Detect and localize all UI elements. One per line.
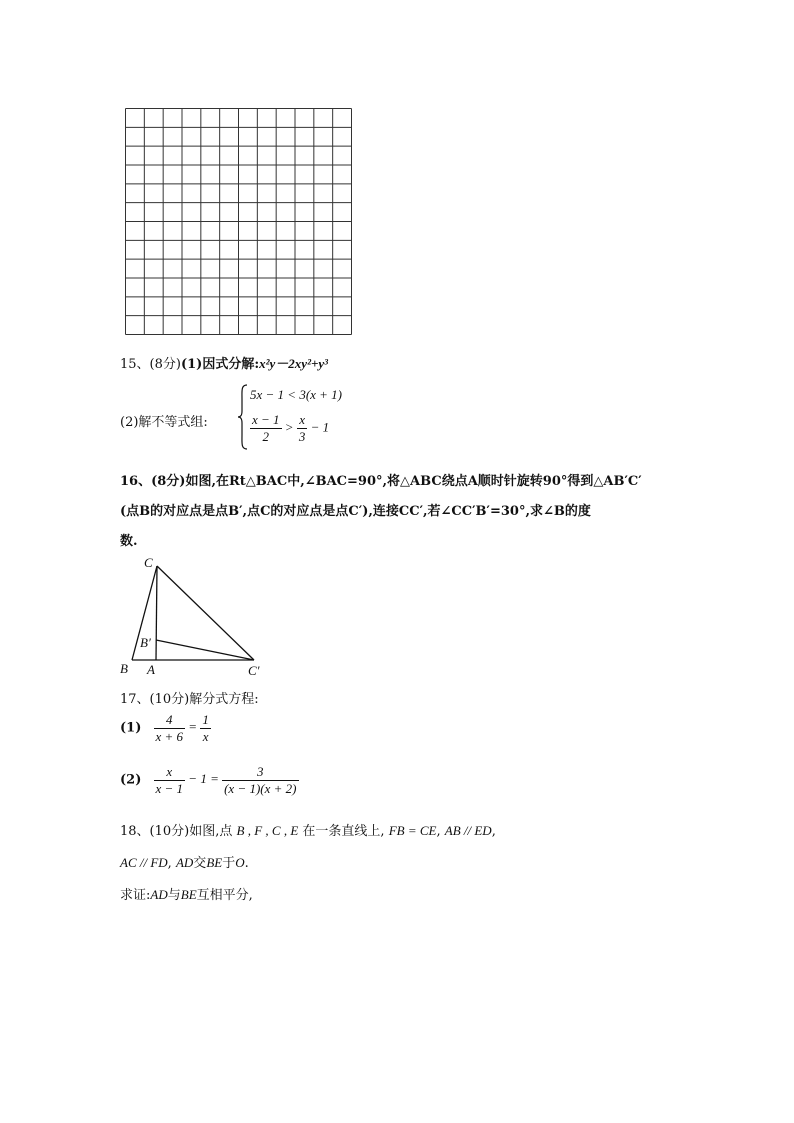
label-C-prime: C′ [248, 663, 260, 678]
segment-CA [156, 566, 157, 660]
q17-equation-2: (2) $\frac{x}{x - 1}$ − 1 = $\frac{3}{(x - 1)(x + 2)}$ [120, 764, 297, 796]
fraction: $\frac{x - 1}{2}$ [252, 412, 280, 444]
triangle-figure [110, 552, 280, 680]
q18-line2: AC // FD, AD交BE于O. [120, 855, 249, 871]
eq2-label: (2) [120, 772, 142, 788]
segment-CC-prime [157, 566, 254, 660]
q16-line2: (点B的对应点是点B′,点C的对应点是点C′),连接CC′,若∠CC′B′=30°,求∠B的度 [120, 504, 591, 519]
points-sequence: B , F , C , E [236, 823, 299, 838]
q18-line1: 18、(10分)如图,点 B , F , C , E 在一条直线上, FB = CE, AB // ED, [120, 823, 496, 839]
eq1-label: (1) [120, 720, 142, 736]
q17-header: 17、(10分)解分式方程: [120, 692, 259, 707]
fraction: $\frac{x}{x - 1}$ [155, 764, 184, 796]
condition-fb-ce: FB = CE [388, 823, 437, 838]
q15-header: 15、(8分) [120, 357, 181, 372]
square-grid [124, 107, 354, 337]
q15-part1-label: (1)因式分解: [180, 357, 260, 372]
system-brace [236, 383, 250, 451]
q15-inequality-1: 5x − 1 < 3(x + 1) [250, 387, 343, 402]
label-C: C [144, 555, 153, 570]
fraction: $\frac{4}{x + 6}$ [155, 712, 184, 744]
q15-part2-label: (2)解不等式组: [120, 415, 208, 430]
q16-line3: 数. [120, 534, 138, 549]
condition-ab-parallel-ed: AB // ED [444, 823, 492, 838]
q15-part1-expression: x²y－2xy²+y³ [259, 356, 329, 371]
segment-B-prime-C-prime [156, 640, 254, 660]
fraction: $\frac{1}{x}$ [202, 712, 209, 744]
label-B-prime: B′ [140, 635, 151, 650]
q18-prove: 求证:AD与BE互相平分, [120, 887, 253, 903]
q15-part1 [120, 353, 328, 372]
label-A: A [147, 662, 155, 677]
q17-equation-1: (1) $\frac{4}{x + 6}$ = $\frac{1}{x}$ [120, 712, 209, 744]
fraction: $\frac{x}{3}$ [298, 412, 306, 444]
condition-ac-parallel-fd: AC // FD [120, 855, 168, 870]
q16-line1: 16、(8分)如图,在Rt△BAC中,∠BAC=90°,将△ABC绕点A顺时针旋转90°得到△AB′C′ [120, 474, 642, 489]
label-B: B [120, 661, 128, 676]
fraction: $\frac{3}{(x - 1)(x + 2)}$ [224, 764, 297, 796]
q15-inequality-2: $\frac{x - 1}{2}$ > $\frac{x}{3}$ − 1 [252, 412, 330, 444]
